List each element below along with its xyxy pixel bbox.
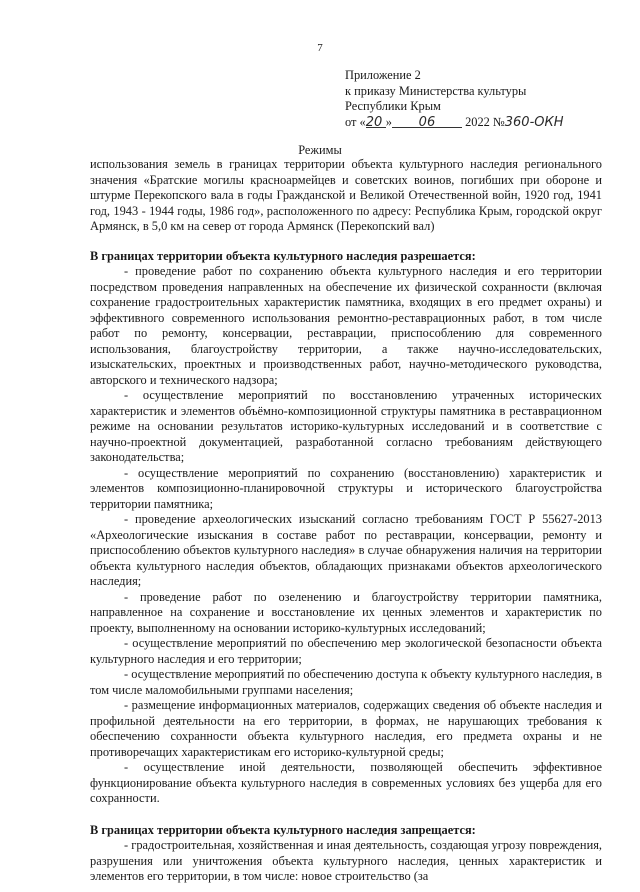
appendix-line3: Республики Крым [345,99,441,113]
page-number: 7 [317,42,323,54]
allowed-item: - размещение информационных материалов, содержащих сведения об объекте наследия и профильной деятельности на его территории, в формах, не нарушающих требования к обеспечению сохранности объекта культурного наследия, его предмета охраны и не противоречащих характеристикам его историко-культурной среды; [90,698,602,759]
allowed-heading: В границах территории объекта культурного наследия разрешается: [90,248,476,263]
order-day: 20 [365,114,383,130]
year-label: 2022 № [465,114,505,129]
appendix-line1: Приложение 2 [345,68,421,82]
allowed-item: - осуществление мероприятий по сохранению (восстановлению) характеристик и элементов композиционно-планировочной структуры и исторического благоустройства территории памятника; [90,465,602,511]
order-date-line [345,115,564,131]
allowed-item: - осуществление мероприятий по обеспечению доступа к объекту культурного наследия, в том числе маломобильными группами населения; [90,667,602,697]
prohibited-item: - градостроительная, хозяйственная и иная деятельность, создающая угрозу повреждения, разрушения или уничтожения объекта культурного наследия, ценных характеристик и элементов его территории, в том числе: новое строительство (за [90,838,602,883]
day-blank [366,115,386,128]
appendix-header [345,68,564,130]
month-blank [392,115,462,128]
prohibited-heading: В границах территории объекта культурного наследия запрещается: [90,822,476,837]
allowed-item: - осуществление мероприятий по обеспечению мер экологической безопасности объекта культурного наследия и его территории; [90,636,602,666]
allowed-item: - проведение археологических изысканий согласно требованиям ГОСТ Р 55627-2013 «Археологические изыскания в составе работ по реставрации, консервации, ремонту и приспособлению объектов культурного наследия» в случае обнаружения наличия на территории объекта культурного наследия объектов, обладающих признаками объектов археологического наследия; [90,512,602,588]
intro-paragraph: использования земель в границах территории объекта культурного наследия регионального значения «Братские могилы красноармейцев и советских воинов, погибших при обороне и штурме Перекопского вала в годы Гражданской и Великой Отечественной войн, 1920 год, 1941 год, 1943 - 1944 годы, 1986 год», расположенного по адресу: Республика Крым, городской округ Армянск, в 5,0 км на север от города Армянск (Перекопский вал) [90,157,602,233]
quote-close: » [385,114,392,129]
allowed-item: - проведение работ по озеленению и благоустройству территории памятника, направленное на сохранение и восстановление их ценных элементов и характеристик по проекту, выполненному на основании историко-культурных исследований; [90,589,602,635]
allowed-item: - осуществление мероприятий по восстановлению утраченных исторических характеристик и элементов объёмно-композиционной структуры памятника в реставрационном режиме на основании результатов историко-культурных исследований и в соответствие с научно-проектной документацией, разработанной согласно требованиям действующего законодательства; [90,388,602,464]
appendix-line2: к приказу Министерства культуры [345,83,527,98]
allowed-item: - осуществление иной деятельности, позволяющей обеспечить эффективное функционирование объекта культурного наследия в современных условиях без ущерба для его сохранности. [90,760,602,805]
allowed-item: - проведение работ по сохранению объекта культурного наследия и его территории посредством проведения направленных на обеспечение их физической сохранности (включая сохранение градостроительных характеристик памятника, входящих в его предмет охраны) и эффективного современного использования ремонтно-реставрационных работ, в том числе работ по ремонту, консервации, реставрации, приспособлению для современного использования, благоустройству территории, а также научно-исследовательских, изыскательских, проектных и производственных работ, научно-методического руководства, авторского и технического надзора; [90,264,602,387]
document-body [90,157,602,885]
order-month: 06 [418,114,436,130]
order-number: 360-ОКН [504,114,564,130]
document-title: Режимы [298,143,342,157]
from-label: от « [345,114,366,129]
